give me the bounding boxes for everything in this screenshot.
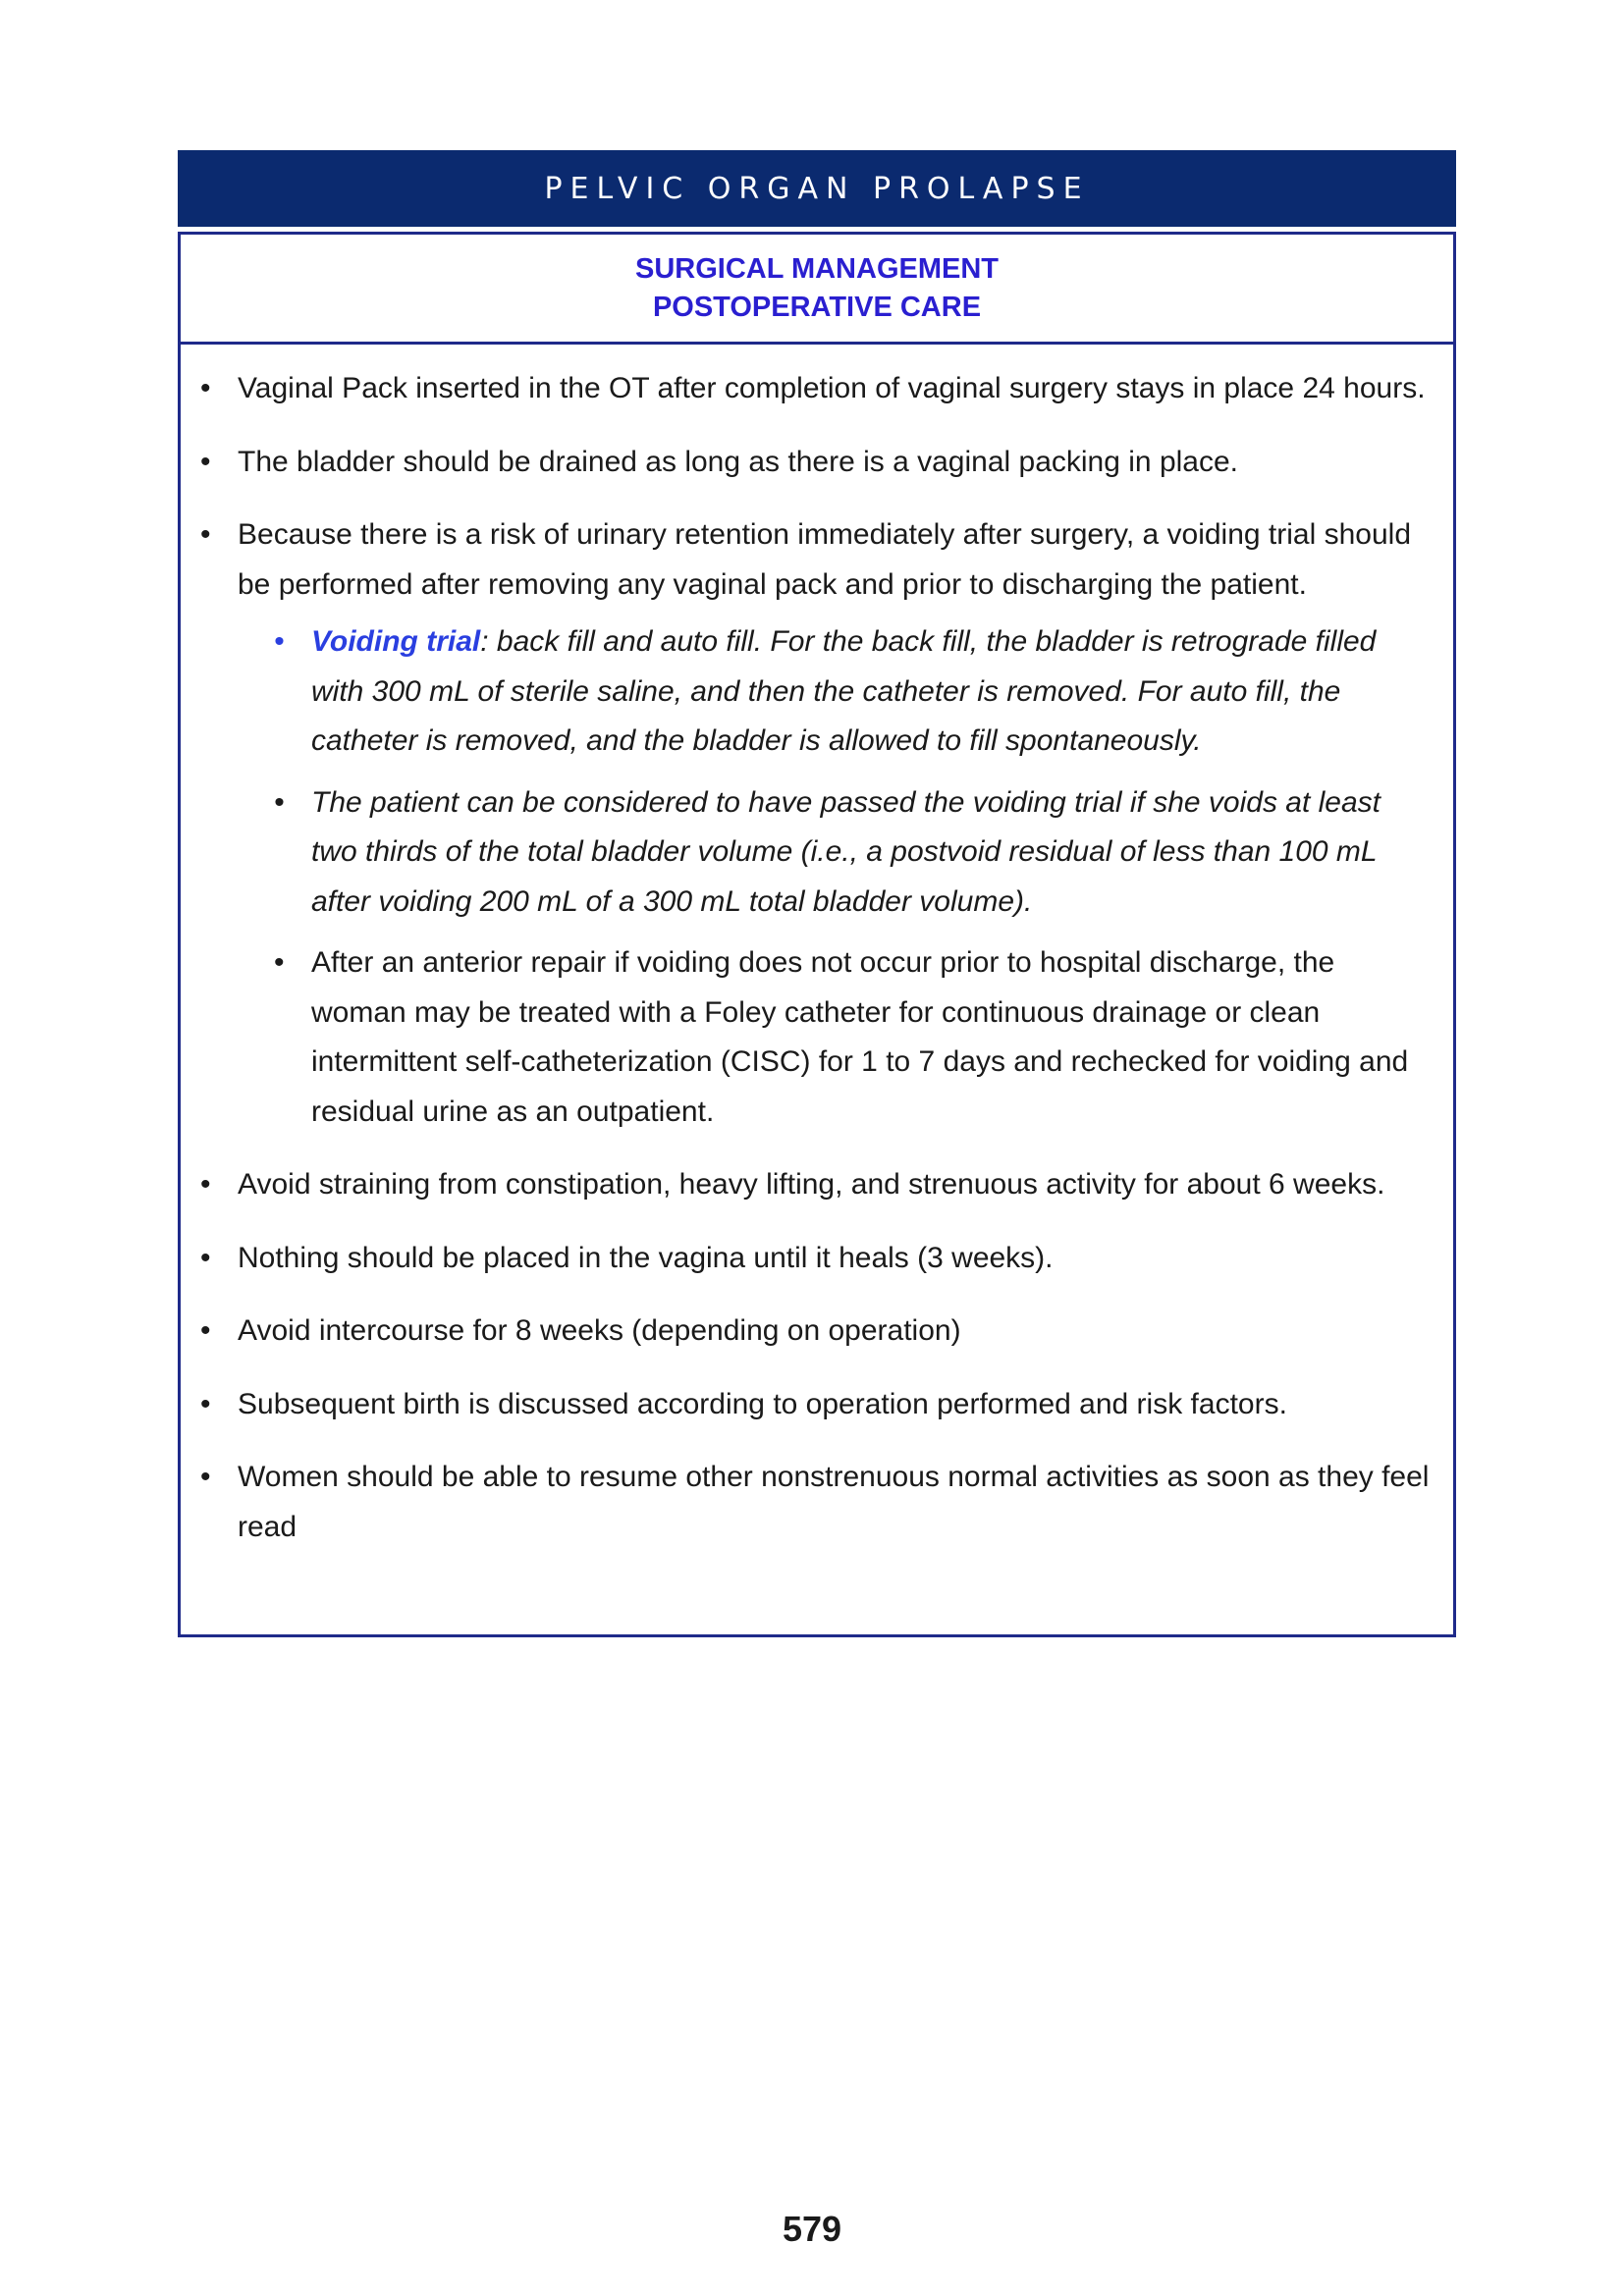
header-line-1: SURGICAL MANAGEMENT [634,252,1000,285]
list-item-text: Because there is a risk of urinary retention immediately after surgery, a voiding trial should be performed after removing any vaginal pack and prior to discharging the patient. [238,518,1412,601]
sub-list-item [181,778,1434,928]
bullet-dot: • [200,1461,211,1493]
list-item-text: Vaginal Pack inserted in the OT after completion of vaginal surgery stays in place 24 hours. [238,372,1426,404]
bullet-dot: • [274,946,285,979]
bullet-list [181,345,1453,1552]
list-item-text: Avoid intercourse for 8 weeks (depending on operation) [238,1314,961,1347]
sub-list-item-text: : back fill and auto fill. For the back fill, the bladder is retrograde filled with 300 mL of sterile saline, and then the catheter is removed. For auto fill, the catheter is removed, and the bladder is allowed to fill spontaneously. [311,625,1377,757]
card-header [181,235,1453,345]
list-item [181,1307,1434,1357]
sub-list-item [181,617,1434,767]
list-item [181,510,1434,610]
bullet-dot: • [200,1314,211,1347]
list-item [181,1380,1434,1430]
bullet-dot: • [200,1168,211,1201]
bullet-dot: • [200,518,211,551]
page-number: 579 [782,2209,842,2249]
bullet-dot: • [200,445,211,478]
voiding-trial-term: Voiding trial [311,625,481,658]
bullet-dot: • [274,625,285,658]
bullet-dot: • [200,1387,211,1420]
list-item [181,1160,1434,1210]
list-item-text: The bladder should be drained as long as there is a vaginal packing in place. [238,445,1239,478]
list-item [181,1234,1434,1284]
list-item [181,1453,1434,1552]
list-item-text: Women should be able to resume other nonstrenuous normal activities as soon as they feel read [238,1461,1430,1543]
section-banner [178,150,1456,227]
sub-list-item-text: The patient can be considered to have passed the voiding trial if she voids at least two thirds of the total bladder volume (i.e., a postvoid residual of less than 100 mL after voiding 200 mL of a 300 mL total bladder volume). [311,785,1381,918]
header-line-2: POSTOPERATIVE CARE [652,291,982,323]
list-item-text: Avoid straining from constipation, heavy lifting, and strenuous activity for about 6 weeks. [238,1168,1385,1201]
list-item [181,438,1434,488]
banner-title: PELVIC ORGAN PROLAPSE [544,171,1090,206]
bullet-dot: • [200,1241,211,1274]
list-item-text: Nothing should be placed in the vagina until it heals (3 weeks). [238,1241,1054,1274]
sub-list-item [181,938,1434,1137]
list-item [181,364,1434,414]
content-card [178,232,1456,1637]
bullet-dot: • [200,372,211,404]
sub-list-item-text: After an anterior repair if voiding does not occur prior to hospital discharge, the woman may be treated with a Foley catheter for continuous drainage or clean intermittent self-catheterization (CISC) for 1 to 7 days and rechecked for voiding and residual urine as an outpatient. [311,946,1409,1128]
bullet-dot: • [274,785,285,819]
list-item-text: Subsequent birth is discussed according to operation performed and risk factors. [238,1387,1287,1420]
